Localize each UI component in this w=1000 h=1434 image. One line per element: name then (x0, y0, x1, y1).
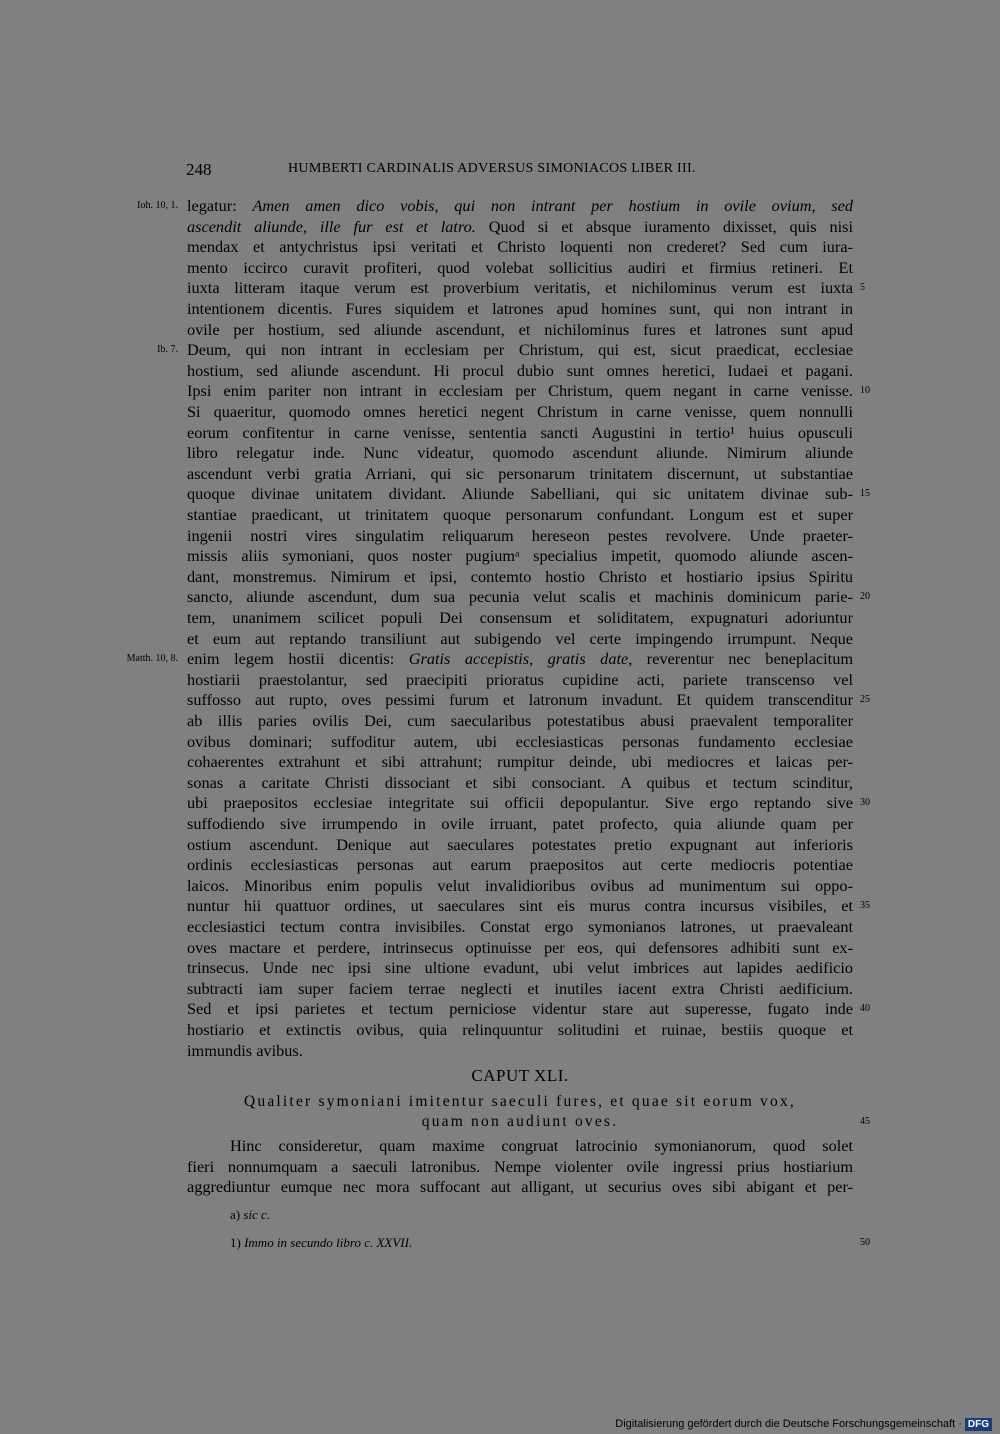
text-segment: Sed et ipsi parietes et tectum perniciose videntur stare aut superesse, fugato inde (187, 999, 853, 1019)
text-line (187, 979, 853, 999)
text-line (187, 958, 853, 978)
page-number: 248 (186, 160, 212, 179)
text-line (187, 608, 853, 628)
text-segment: ovile per hostium, sed aliunde ascendunt, et nichilominus fures et latrones sunt apud (187, 319, 853, 339)
text-line (187, 361, 853, 381)
text-segment: ascendunt verbi gratia Arriani, qui sic personarum trinitatem discernunt, ut substantiae (187, 463, 853, 483)
text-line (187, 752, 853, 772)
chapter-title-line-1: Qualiter symoniani imitentur saeculi fures, et quae sit eorum vox, (244, 1093, 796, 1110)
text-line (187, 443, 853, 463)
chapter-heading: CAPUT XLI. (471, 1066, 569, 1085)
footnote-marker: a) (230, 1207, 241, 1222)
chapter-title-line-2: quam non audiunt oves. (421, 1113, 619, 1130)
text-segment: ubi praepositos ecclesiae integritate sui officii depopulantur. Sive ergo reptando sive (187, 793, 853, 813)
text-line (187, 217, 853, 237)
footer-credit (615, 1416, 992, 1432)
text-line (187, 690, 853, 710)
text-segment: legatur: (187, 196, 253, 215)
text-segment: immundis avibus. (187, 1040, 303, 1060)
line-number: 40 (860, 1003, 870, 1015)
margin-reference: Ib. 7. (157, 344, 178, 356)
text-line (187, 999, 853, 1019)
text-line (187, 1177, 853, 1197)
text-segment: Hinc consideretur, quam maxime congruat latrocinio symonianorum, quod solet (230, 1136, 853, 1155)
text-segment: ingenii nostri vires singulatim reliquarum hereseon pestes revolvere. Unde praeter- (187, 525, 853, 545)
text-line (187, 340, 853, 360)
text-line (187, 237, 853, 257)
text-line (187, 278, 853, 298)
text-line (187, 711, 853, 731)
footnote-marker: 1) (230, 1235, 241, 1250)
text-segment: mento iccirco curavit profiteri, quod volebat sollicitius audiri et firmius retineri. Et (187, 257, 853, 277)
line-number: 35 (860, 900, 870, 912)
text-line (187, 649, 853, 669)
text-segment: laicos. Minoribus enim populis velut invalidioribus ovibus ad munimentum sui oppo- (187, 875, 853, 895)
text-segment: sonas a caritate Christi dissociant et sibi consociant. A quibus et tectum scinditur, (187, 772, 853, 792)
margin-reference: Ioh. 10, 1. (137, 200, 178, 211)
footer-credit-text: Digitalisierung gefördert durch die Deutsche Forschungsgemeinschaft (615, 1418, 956, 1430)
text-segment: suffodiendo sive irrumpendo in ovile irruant, patet profecto, quia aliunde quam per (187, 814, 853, 833)
footnote-1 (230, 1234, 412, 1252)
line-number: 5 (860, 282, 865, 294)
text-line (187, 1041, 853, 1061)
dfg-logo: DFG (965, 1418, 992, 1431)
text-segment: Deum, qui non intrant in ecclesiam per Christum, qui est, sicut praedicat, ecclesiae (187, 340, 853, 360)
line-number: 50 (860, 1237, 870, 1248)
text-line (187, 258, 853, 278)
text-segment: sancto, aliunde ascendunt, dum sua pecunia velut scalis et machinis dominicum parie- (187, 587, 853, 607)
text-line (187, 773, 853, 793)
line-number: 20 (860, 591, 870, 603)
text-line (187, 917, 853, 937)
text-segment: quoque divinae unitatem dividant. Aliunde Sabelliani, qui sic unitatem divinae sub- (187, 484, 853, 504)
text-line (187, 402, 853, 422)
text-segment: iuxta litteram itaque verum est proverbium veritatis, et nichilominus verum est iuxta (187, 278, 853, 298)
text-line (187, 793, 853, 813)
margin-reference: Matth. 10, 8. (126, 653, 178, 665)
text-segment: cohaerentes extrahunt et sibi attrahunt; rumpitur deinde, ubi mediocres et laicas per- (187, 752, 853, 772)
footnote-text: sic c. (243, 1207, 271, 1222)
line-number: 10 (860, 385, 870, 397)
text-segment: suffosso aut rupto, oves pessimi furum et latronum invadunt. Et quidem transcenditur (187, 690, 853, 710)
text-line (187, 546, 853, 566)
text-line (187, 299, 853, 319)
text-segment: nuntur hii quattuor ordines, ut saeculares sint eis murus contra incursus visibiles, et (187, 896, 853, 916)
text-segment: oves mactare et perdere, intrinsecus optinuisse per eos, qui defensores adhibiti sunt ex- (187, 937, 853, 957)
text-segment: et eum aut reptando transiliunt aut subigendo vel certe impingendo irrumpunt. Neque (187, 628, 853, 648)
text-segment: ab illis paries ovilis Dei, cum saecularibus potestatibus abusi praevalent temporaliter (187, 711, 853, 730)
text-segment: ordinis ecclesiasticas personas aut earum praepositos aut certe mediocris potentiae (187, 855, 853, 875)
italic-quote: ascendit aliunde, ille fur est et latro. (187, 216, 476, 236)
text-segment: ostium ascendunt. Denique aut saeculares potestates pretio expugnant aut inferioris (187, 834, 853, 854)
footnote-a (230, 1206, 270, 1224)
text-line (187, 381, 853, 401)
text-segment: mendax et antychristus ipsi veritati et Christo loquenti non crederet? Sed cum iura- (187, 237, 853, 257)
text-line (187, 732, 853, 752)
text-line (187, 567, 853, 587)
text-line (187, 484, 853, 504)
text-segment: hostiario et extinctis ovibus, quia relinquuntur solitudini et ruinae, bestiis quoque et (187, 1020, 853, 1039)
text-line (187, 320, 853, 340)
line-number: 15 (860, 488, 870, 500)
text-segment: stantiae praedicant, ut trinitatem quoque personarum confundant. Longum est et super (187, 505, 853, 524)
text-segment: tem, unanimem scilicet populi Dei consensum et soliditatem, expugnaturi adoriuntur (187, 608, 853, 627)
line-number: 30 (860, 797, 870, 809)
text-line (187, 526, 853, 546)
text-line (187, 423, 853, 443)
text-line (187, 814, 853, 834)
text-segment: libro relegatur inde. Nunc videatur, quomodo ascendunt aliunde. Nimirum aliunde (187, 443, 853, 463)
text-line (187, 896, 853, 916)
footnote-text: Immo in secundo libro c. XXVII. (244, 1235, 413, 1250)
text-segment: ecclesiastici tectum contra invisibiles. Constat ergo symonianos latrones, ut praevaleant (187, 917, 853, 936)
text-segment: reverentur nec beneplacitum (632, 649, 854, 669)
text-segment: missis aliis symoniani, quos noster pugiumᵃ specialius impetit, quomodo aliunde ascen- (187, 546, 853, 566)
text-segment: fieri nonnumquam a saeculi latronibus. Nempe violenter ovile ingressi prius hostiarium (187, 1156, 853, 1176)
text-segment: subtracti iam super faciem terrae neglecti et inutiles iacent extra Christi aedificium. (187, 978, 853, 998)
text-line (187, 938, 853, 958)
text-line (187, 1020, 853, 1040)
text-segment: intentionem dicentis. Fures siquidem et latrones apud homines sunt, qui non intrant in (187, 299, 853, 318)
text-segment: hostiarii praestolantur, sed praecipiti prioratus cupidine acti, pariete transcenso vel (187, 669, 853, 689)
text-line (187, 196, 853, 216)
text-line (187, 505, 853, 525)
text-line (187, 835, 853, 855)
italic-quote: Gratis accepistis, gratis date, (408, 649, 633, 669)
text-line (187, 876, 853, 896)
text-segment: hostium, sed aliunde ascendunt. Hi procul dubio sunt omnes heretici, Iudaei et pagani. (187, 360, 853, 380)
text-segment: Ipsi enim pariter non intrant in ecclesiam per Christum, quem negant in carne venisse. (187, 381, 853, 401)
line-number: 45 (860, 1116, 870, 1127)
text-line (187, 587, 853, 607)
text-segment: aggrediuntur eumque nec mora suffocant aut alligant, ut securius oves sibi abigant et per- (187, 1177, 853, 1197)
text-segment: dant, monstremus. Nimirum et ipsi, contemto hostio Christo et hostiario ipsius Spiritu (187, 566, 853, 586)
text-line (187, 855, 853, 875)
text-segment: trinsecus. Unde nec ipsi sine ultione evadunt, ubi velut imbrices aut lapides aedificio (187, 958, 853, 978)
text-segment: enim legem hostii dicentis: (187, 649, 409, 669)
line-number: 25 (860, 694, 870, 706)
footer-separator: · (958, 1418, 962, 1430)
text-segment: Si quaeritur, quomodo omnes heretici negent Christum in carne venisse, quem nonnulli (187, 402, 853, 421)
text-line (187, 1157, 853, 1177)
italic-quote: Amen amen dico vobis, qui non intrant per hostium in ovile ovium, sed (252, 196, 853, 215)
text-line (187, 670, 853, 690)
text-segment: eorum confitentur in carne venisse, sententia sancti Augustini in tertio¹ huius opusculi (187, 422, 853, 442)
text-segment: Quod si et absque iuramento dixisset, quis nisi (475, 216, 853, 236)
text-line (187, 464, 853, 484)
text-segment: ovibus dominari; suffoditur autem, ubi ecclesiasticas personas fundamento ecclesiae (187, 731, 853, 751)
running-head: HUMBERTI CARDINALIS ADVERSUS SIMONIACOS LIBER III. (288, 161, 696, 176)
text-line (230, 1136, 853, 1156)
text-line (187, 629, 853, 649)
